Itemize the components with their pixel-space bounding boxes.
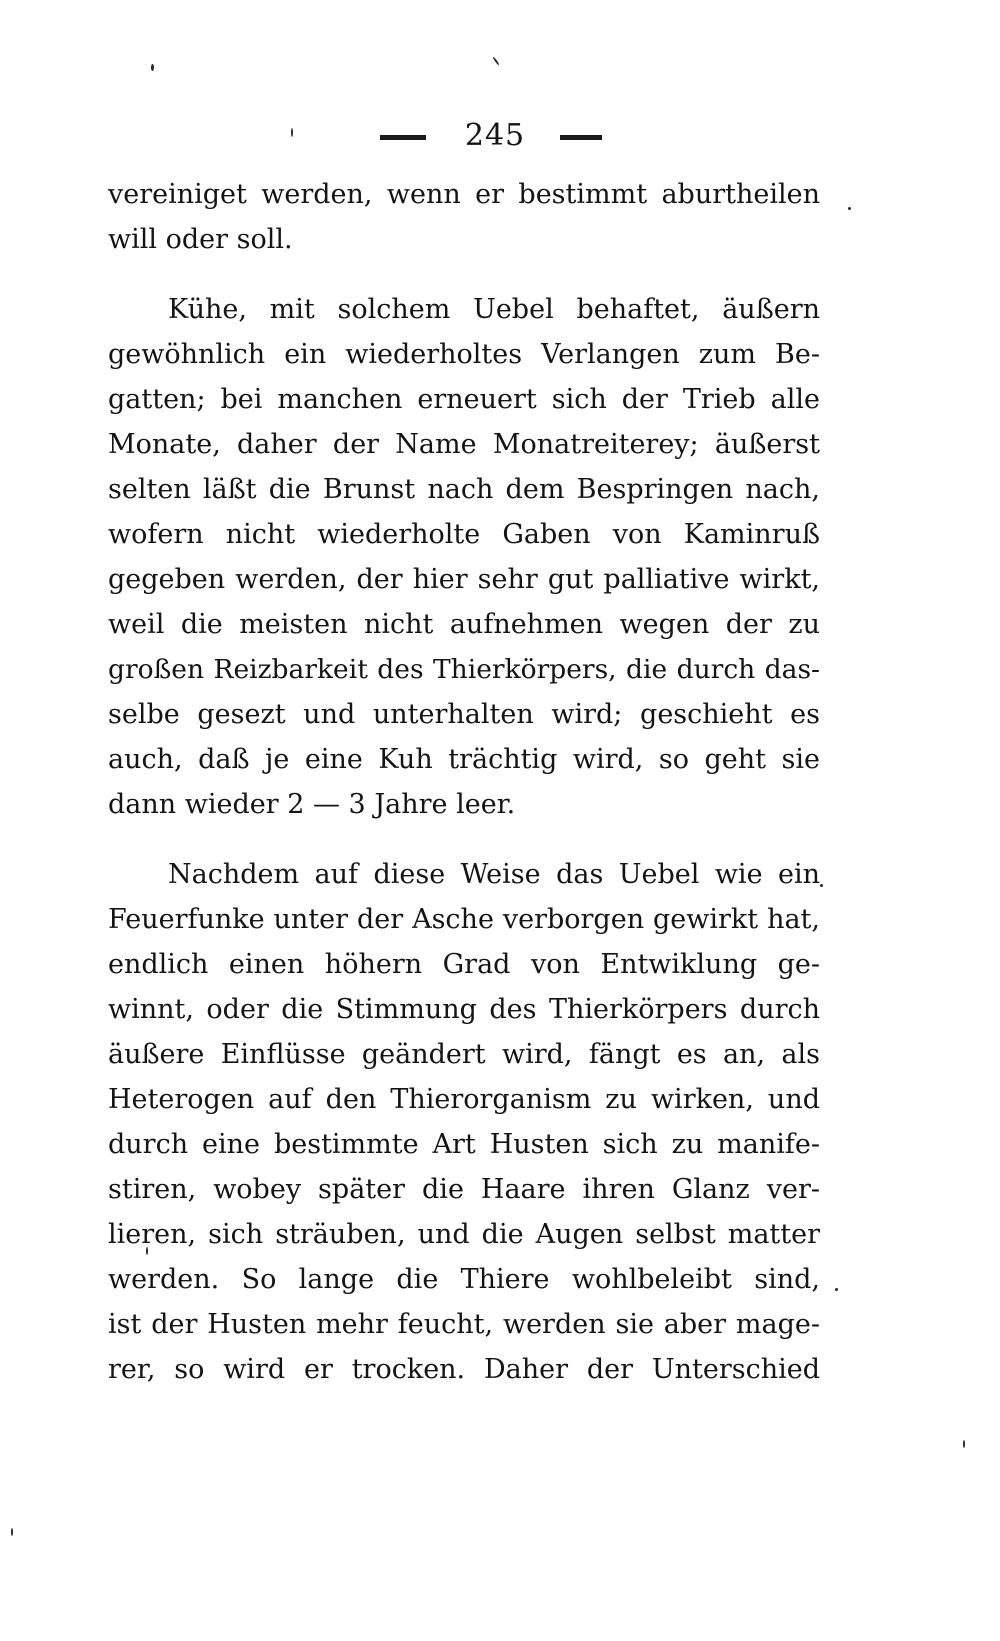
text-line: gewöhnlich ein wiederholtes Verlangen zum Be- <box>108 339 820 370</box>
header-dash-left <box>380 135 426 140</box>
page-header <box>0 116 1000 156</box>
text-line: weil die meisten nicht aufnehmen wegen der zu <box>108 609 820 640</box>
text-line: ist der Husten mehr feucht, werden sie aber mage- <box>108 1309 820 1340</box>
scan-speck <box>151 64 154 71</box>
text-line: rer, so wird er trocken. Daher der Unterschied <box>108 1354 820 1385</box>
body-text <box>108 172 820 1392</box>
text-line: Nachdem auf diese Weise das Uebel wie ein <box>168 859 820 890</box>
text-line: werden. So lange die Thiere wohlbeleibt sind, <box>108 1264 820 1295</box>
text-line: endlich einen höhern Grad von Entwiklung ge- <box>108 949 820 980</box>
text-line: äußere Einflüsse geändert wird, fängt es an, als <box>108 1039 820 1070</box>
text-line: dann wieder 2 — 3 Jahre leer. <box>108 789 516 820</box>
text-line: Feuerfunke unter der Asche verborgen gewirkt hat, <box>108 904 820 935</box>
text-line: stiren, wobey später die Haare ihren Glanz ver- <box>108 1174 820 1205</box>
text-line: großen Reizbarkeit des Thierkörpers, die durch das- <box>108 654 820 685</box>
text-line: wofern nicht wiederholte Gaben von Kaminruß <box>108 519 820 550</box>
text-line: gatten; bei manchen erneuert sich der Trieb alle <box>108 384 820 415</box>
page-number: 245 <box>464 118 526 153</box>
header-dash-right <box>560 135 602 140</box>
scan-speck <box>492 56 499 65</box>
text-line: Heterogen auf den Thierorganism zu wirken, und <box>108 1084 820 1115</box>
text-line: lieren, sich sträuben, und die Augen selbst matter <box>108 1219 820 1250</box>
text-line: winnt, oder die Stimmung des Thierkörpers durch <box>108 994 820 1025</box>
text-line: auch, daß je eine Kuh trächtig wird, so geht sie <box>108 744 820 775</box>
scan-speck <box>820 884 823 887</box>
text-line: will oder soll. <box>108 224 293 255</box>
scan-speck <box>848 207 851 210</box>
text-line: durch eine bestimmte Art Husten sich zu manife- <box>108 1129 820 1160</box>
text-line: gegeben werden, der hier sehr gut palliative wirkt, <box>108 564 820 595</box>
text-line: vereiniget werden, wenn er bestimmt aburtheilen <box>108 179 820 210</box>
scan-speck <box>963 1440 965 1448</box>
scan-speck <box>835 1288 838 1291</box>
scan-speck <box>11 1528 13 1536</box>
text-line: Kühe, mit solchem Uebel behaftet, äußern <box>168 294 820 325</box>
text-line: selten läßt die Brunst nach dem Bespringen nach, <box>108 474 820 505</box>
text-line: Monate, daher der Name Monatreiterey; äußerst <box>108 429 820 460</box>
text-line: selbe gesezt und unterhalten wird; geschieht es <box>108 699 820 730</box>
